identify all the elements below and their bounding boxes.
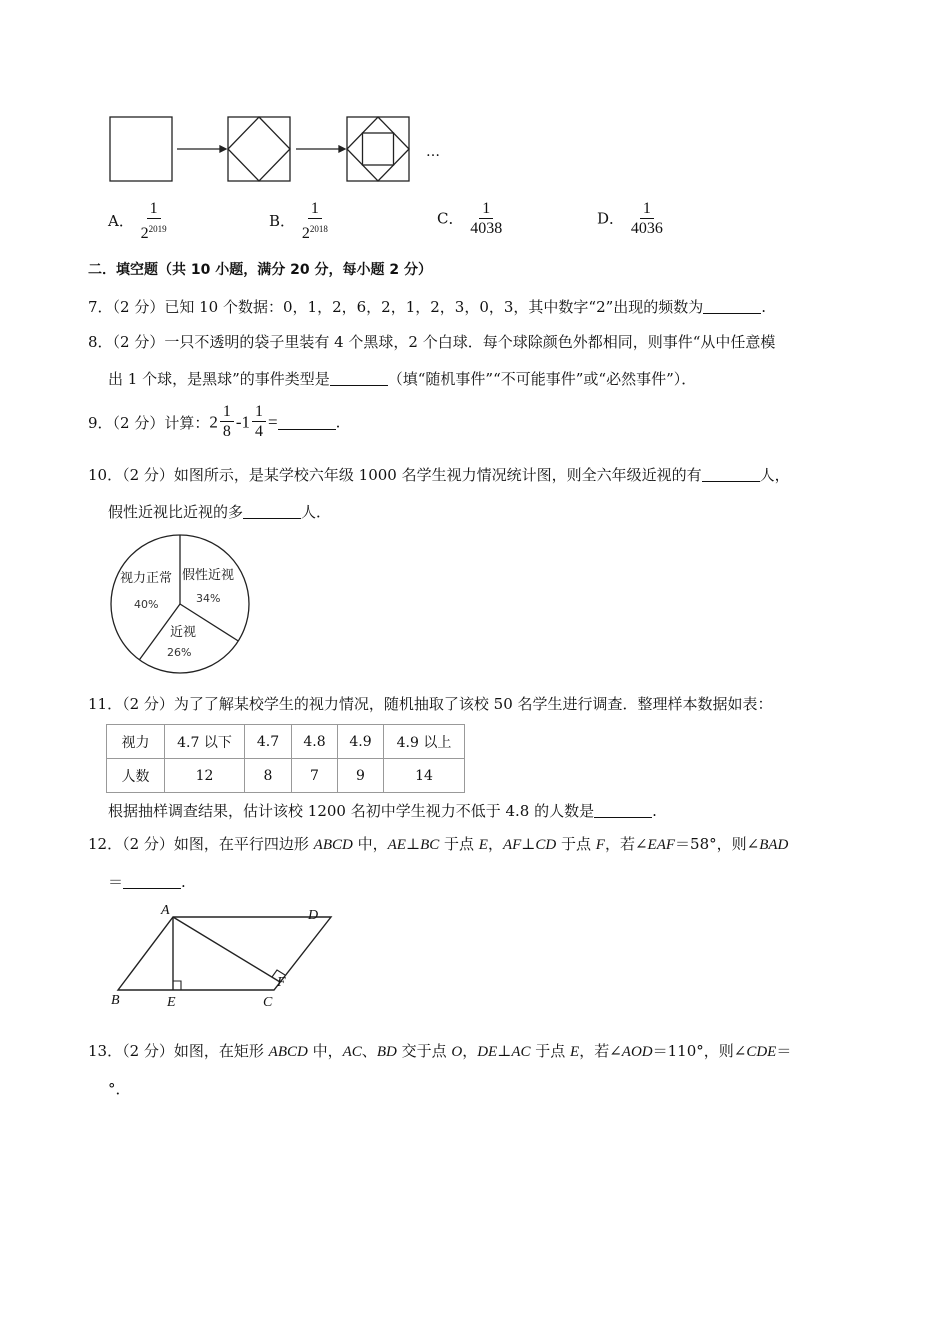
mixed-number-a-integer: 2	[209, 412, 218, 432]
q13-math: AC	[342, 1044, 362, 1060]
option-a-denominator	[141, 219, 167, 244]
square-stage-3	[347, 117, 409, 181]
q13-math: E	[570, 1044, 580, 1060]
answer-blank-10a[interactable]	[702, 467, 760, 482]
pie-value-pseudo: 34%	[196, 592, 221, 605]
pie-value-myopia: 26%	[167, 646, 192, 659]
point-label-f: F	[277, 975, 286, 990]
question-8-line-1: 8．（2 分）一只不透明的袋子里装有 4 个黑球，2 个白球．每个球除颜色外都相同，则事件“从中任意模	[88, 333, 776, 351]
q12-text: 中，	[352, 835, 388, 853]
q13-math: ABCD	[268, 1044, 308, 1060]
square-sequence-figure	[100, 108, 460, 190]
point-label-d: D	[308, 908, 319, 923]
parallelogram-abcd	[118, 917, 331, 990]
q12-math: EAF	[647, 837, 676, 853]
question-9-prefix: 9．（2 分）计算：	[88, 414, 210, 432]
square-stage-2	[228, 117, 290, 181]
q12-text: ＝58°，则∠	[675, 835, 760, 853]
question-7-end: .	[761, 298, 767, 316]
question-10-line-1	[88, 464, 790, 486]
option-c[interactable]	[437, 200, 504, 239]
q13-math: O	[451, 1044, 463, 1060]
q12-text: 12．（2 分）如图，在平行四边形	[88, 835, 314, 853]
question-8-text-a: 出 1 个球，是黑球”的事件类型是	[108, 370, 330, 388]
option-a-base: 2	[140, 225, 149, 242]
table-cell: 12	[165, 759, 245, 793]
question-10-line-2	[108, 501, 331, 523]
table-cell: 4.8	[292, 725, 338, 759]
q12-math: F	[595, 837, 605, 853]
q12-math: AE	[387, 837, 406, 853]
option-a[interactable]	[108, 200, 169, 244]
option-a-numerator: 1	[147, 200, 161, 219]
q13-text: ，	[462, 1042, 478, 1060]
arrowhead-1	[220, 146, 226, 152]
question-11-followup-text: 根据抽样调查结果，估计该校 1200 名初中学生视力不低于 4.8 的人数是	[108, 802, 595, 820]
inner-diamond-3	[347, 117, 409, 181]
q13-text: 、	[361, 1042, 377, 1060]
option-b-base: 2	[301, 225, 310, 242]
option-c-letter: C．	[437, 209, 464, 228]
option-c-denominator: 4038	[470, 220, 503, 237]
option-b-exponent: 2018	[309, 224, 328, 234]
square-stage-1	[110, 117, 172, 181]
answer-blank-12[interactable]	[123, 874, 181, 889]
q12-text: ，若∠	[604, 835, 648, 853]
table-cell: 4.7	[245, 725, 292, 759]
q12-text: 于点	[439, 835, 479, 853]
option-d[interactable]	[597, 200, 665, 239]
table-cell: 8	[245, 759, 292, 793]
question-11: 11．（2 分）为了了解某校学生的视力情况，随机抽取了该校 50 名学生进行调查．整理样本数据如表：	[88, 695, 773, 713]
point-label-a: A	[161, 903, 170, 918]
mixed-number-b-fraction	[252, 403, 266, 442]
q12-text: 于点	[556, 835, 596, 853]
option-b-letter: B．	[269, 212, 296, 230]
question-13-line-2	[108, 1078, 131, 1100]
pie-category-myopia: 近视	[170, 625, 197, 640]
q12-symbol: ⊥	[521, 835, 536, 853]
question-9-end: .	[335, 413, 341, 432]
arrowhead-2	[339, 146, 345, 152]
mixed-number-b-denominator: 4	[255, 423, 264, 440]
point-label-b: B	[111, 993, 120, 1008]
q13-text: 13．（2 分）如图，在矩形	[88, 1042, 269, 1060]
table-cell: 7	[292, 759, 338, 793]
table-cell: 人数	[107, 759, 165, 793]
point-label-e: E	[167, 995, 176, 1010]
inner-square-3	[363, 133, 394, 165]
q13-math: DE	[477, 1044, 498, 1060]
option-b[interactable]	[269, 200, 330, 244]
question-8-line-2	[108, 368, 696, 390]
answer-blank-8[interactable]	[330, 371, 388, 386]
option-b-denominator	[302, 219, 328, 244]
parallelogram-figure	[106, 900, 336, 1015]
answer-blank-10b[interactable]	[243, 504, 301, 519]
segment-af	[173, 917, 280, 982]
question-10-text-b: 人，	[759, 466, 790, 484]
mixed-number-a-denominator: 8	[222, 423, 231, 440]
question-12-line-1	[88, 833, 788, 856]
section-title: 二．填空题（共 10 小题，满分 20 分，每小题 2 分）	[88, 262, 432, 278]
table-cell: 4.9 以上	[384, 725, 465, 759]
q13-text: 中，	[307, 1042, 343, 1060]
question-13-degree: °．	[108, 1080, 131, 1098]
question-10-text-a: 10．（2 分）如图所示，是某学校六年级 1000 名学生视力情况统计图，则全六年级近视的有	[88, 466, 702, 484]
option-b-fraction	[302, 200, 328, 244]
q13-math: BD	[376, 1044, 397, 1060]
q13-text: 于点	[530, 1042, 571, 1060]
option-c-fraction	[470, 200, 502, 239]
question-7-text: 7．（2 分）已知 10 个数据：0，1，2，6，2，1，2，3，0，3，其中数字“2”出现的频数为	[88, 298, 704, 316]
mixed-number-b-integer: 1	[241, 412, 251, 432]
question-12-equals: ＝	[108, 873, 124, 891]
question-12-line-2	[108, 871, 186, 893]
q13-symbol: ⊥	[497, 1042, 512, 1060]
option-d-letter: D．	[597, 209, 625, 228]
question-10-text-c: 假性近视比近视的多	[108, 503, 244, 521]
table-header-row	[107, 725, 465, 759]
q12-text: ，	[487, 835, 503, 853]
table-cell: 9	[338, 759, 384, 793]
answer-blank-7[interactable]	[703, 299, 761, 314]
q13-text: ，若∠	[579, 1042, 622, 1060]
table-cell: 4.9	[338, 725, 384, 759]
q12-math: E	[478, 837, 488, 853]
pie-category-normal: 视力正常	[120, 571, 173, 586]
option-a-exponent: 2019	[148, 224, 167, 234]
option-b-numerator: 1	[308, 200, 322, 219]
question-11-end: .	[652, 802, 657, 820]
mixed-number-a-fraction	[220, 403, 234, 442]
question-7	[88, 296, 766, 318]
q13-math: AC	[511, 1044, 531, 1060]
q13-text: 交于点	[396, 1042, 452, 1060]
question-11-followup	[108, 800, 657, 822]
q13-math: CDE	[746, 1044, 777, 1060]
question-12-end: .	[181, 873, 186, 891]
table-cell: 4.7 以下	[165, 725, 245, 759]
option-a-fraction	[141, 200, 167, 244]
q12-math: BAD	[759, 837, 789, 853]
right-angle-mark-e	[173, 981, 181, 990]
minus-sign: -	[235, 412, 242, 432]
q12-math: BC	[420, 837, 440, 853]
question-9	[88, 403, 340, 442]
q13-text: ＝	[776, 1042, 792, 1060]
inner-diamond-2	[228, 117, 290, 181]
ellipsis: …	[426, 144, 442, 160]
option-d-denominator: 4036	[630, 220, 663, 237]
answer-blank-9[interactable]	[278, 415, 336, 430]
q12-math: ABCD	[313, 837, 353, 853]
q12-math: AF	[502, 837, 522, 853]
point-label-c: C	[263, 995, 273, 1010]
equals-sign: =	[268, 412, 278, 432]
q12-symbol: ⊥	[405, 835, 421, 853]
q13-text: ＝110°，则∠	[652, 1042, 747, 1060]
q12-math: CD	[535, 837, 557, 853]
q13-math: AOD	[621, 1044, 653, 1060]
pie-category-pseudo: 假性近视	[182, 568, 235, 583]
table-cell: 视力	[107, 725, 165, 759]
option-a-letter: A．	[108, 212, 134, 230]
pie-value-normal: 40%	[134, 598, 159, 611]
table-cell: 14	[384, 759, 465, 793]
question-8-text-b: （填“随机事件”“不可能事件”或“必然事件”）．	[387, 370, 697, 388]
vision-data-table	[106, 724, 465, 793]
answer-blank-11[interactable]	[594, 803, 652, 818]
mixed-number-b-numerator: 1	[252, 403, 266, 422]
question-13-line-1	[88, 1040, 791, 1063]
option-d-fraction	[631, 200, 663, 239]
option-d-numerator: 1	[640, 200, 654, 219]
mixed-number-a-numerator: 1	[220, 403, 234, 422]
option-c-numerator: 1	[479, 200, 493, 219]
question-10-text-d: 人．	[301, 503, 332, 521]
vision-pie-chart	[104, 530, 256, 678]
table-data-row	[107, 759, 465, 793]
